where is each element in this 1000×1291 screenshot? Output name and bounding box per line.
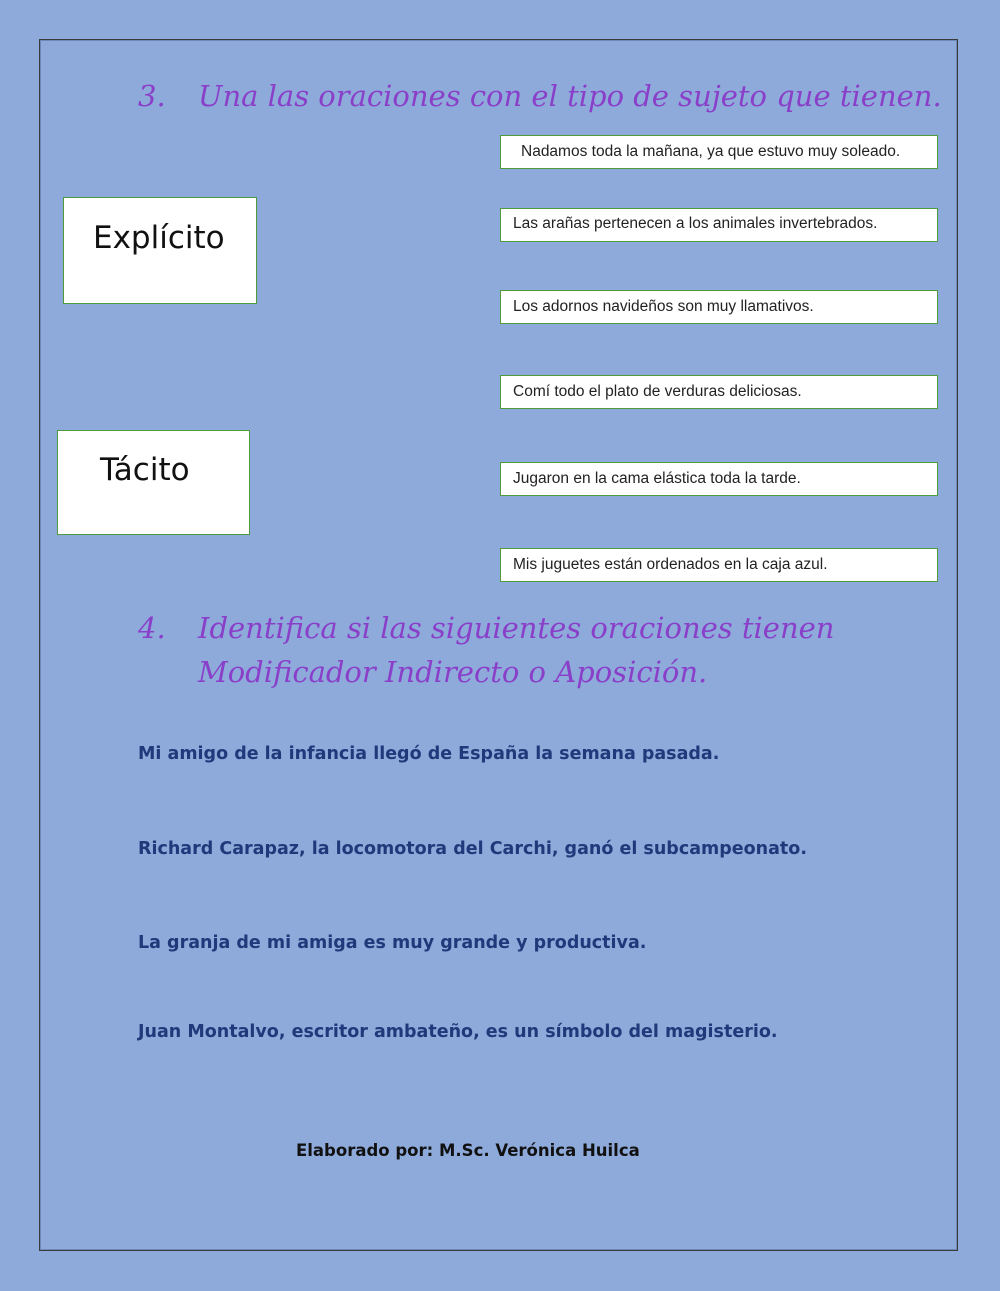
sentence-box-2[interactable]: Las arañas pertenecen a los animales invertebrados. xyxy=(500,208,938,242)
section-3-title: Una las oraciones con el tipo de sujeto que tienen. xyxy=(198,79,942,113)
subject-box-tacit[interactable] xyxy=(57,430,250,535)
apposition-sentence-2: Richard Carapaz, la locomotora del Carchi, ganó el subcampeonato. xyxy=(138,839,807,859)
subject-label-explicit: Explícito xyxy=(93,220,225,256)
sentence-box-4[interactable]: Comí todo el plato de verduras deliciosas. xyxy=(500,375,938,409)
section-4-title: Identifica si las siguientes oraciones tienen Modificador Indirecto o Aposición. xyxy=(198,611,835,689)
subject-label-tacit: Tácito xyxy=(100,452,190,488)
apposition-sentence-4: Juan Montalvo, escritor ambateño, es un símbolo del magisterio. xyxy=(138,1022,778,1042)
subject-box-explicit[interactable] xyxy=(63,197,257,304)
author-credit: Elaborado por: M.Sc. Verónica Huilca xyxy=(296,1141,640,1160)
sentence-box-3[interactable]: Los adornos navideños son muy llamativos. xyxy=(500,290,938,324)
sentence-box-6[interactable]: Mis juguetes están ordenados en la caja azul. xyxy=(500,548,938,582)
apposition-sentence-1: Mi amigo de la infancia llegó de España la semana pasada. xyxy=(138,744,720,764)
sentence-box-1[interactable]: Nadamos toda la mañana, ya que estuvo muy soleado. xyxy=(500,135,938,169)
section-3-number: 3. xyxy=(138,79,166,113)
sentence-box-5[interactable]: Jugaron en la cama elástica toda la tarde. xyxy=(500,462,938,496)
apposition-sentence-3: La granja de mi amiga es muy grande y productiva. xyxy=(138,933,647,953)
section-4-number: 4. xyxy=(138,611,166,645)
